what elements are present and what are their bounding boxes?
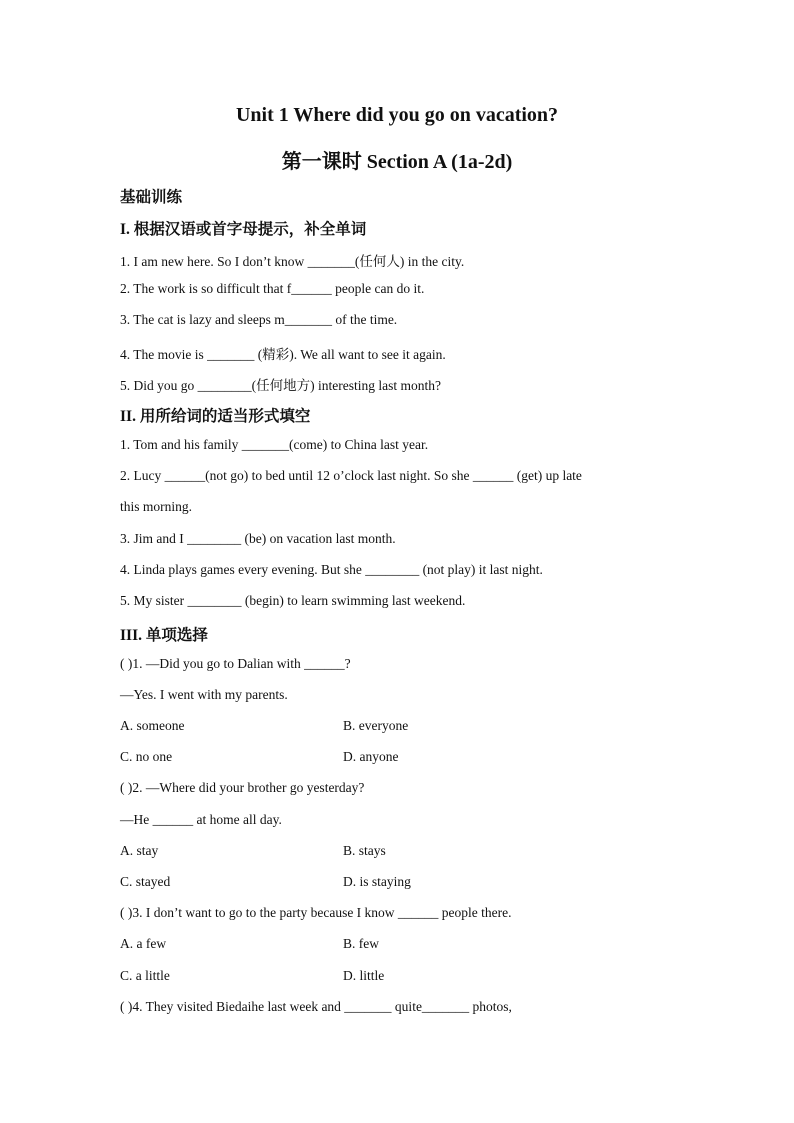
section2-item-5: 5. My sister ________ (begin) to learn swimming last weekend.	[120, 593, 466, 608]
section2-title: II. 用所给词的适当形式填空	[120, 408, 311, 425]
basic-training-heading: 基础训练	[120, 189, 183, 206]
question-3-option-a: A. a few	[120, 936, 167, 951]
question-2-stem: ( )2. —Where did your brother go yesterday?	[120, 780, 365, 795]
section2-item-2-cont: this morning.	[120, 499, 193, 514]
section2-item-1: 1. Tom and his family _______(come) to China last year.	[120, 437, 429, 452]
question-2-option-d: D. is staying	[343, 874, 411, 889]
section1-item-5: 5. Did you go ________(任何地方) interesting last month?	[120, 378, 441, 393]
question-3-option-d: D. little	[343, 968, 385, 983]
section2-item-2: 2. Lucy ______(not go) to bed until 12 o’clock last night. So she ______ (get) up late	[120, 468, 582, 483]
question-3-option-c: C. a little	[120, 968, 170, 983]
question-2-reply: —He ______ at home all day.	[120, 812, 282, 827]
question-2-option-c: C. stayed	[120, 874, 171, 889]
section1-item-1: 1. I am new here. So I don’t know _______(任何人) in the city.	[120, 254, 465, 269]
section2-item-4: 4. Linda plays games every evening. But she ________ (not play) it last night.	[120, 562, 543, 577]
question-1-option-a: A. someone	[120, 718, 185, 733]
question-1-stem: ( )1. —Did you go to Dalian with ______?	[120, 656, 351, 671]
section1-item-3: 3. The cat is lazy and sleeps m_______ of the time.	[120, 312, 398, 327]
section2-item-3: 3. Jim and I ________ (be) on vacation last month.	[120, 531, 396, 546]
question-3-stem: ( )3. I don’t want to go to the party because I know ______ people there.	[120, 905, 512, 920]
section1-title: I. 根据汉语或首字母提示，补全单词	[120, 221, 367, 238]
question-2-option-a: A. stay	[120, 843, 159, 858]
question-3-option-b: B. few	[343, 936, 379, 951]
section1-item-2: 2. The work is so difficult that f______ people can do it.	[120, 281, 425, 296]
question-1-option-d: D. anyone	[343, 749, 399, 764]
question-2-option-b: B. stays	[343, 843, 386, 858]
question-4-stem: ( )4. They visited Biedaihe last week and _______ quite_______ photos,	[120, 999, 512, 1014]
section1-item-4: 4. The movie is _______ (精彩). We all want to see it again.	[120, 347, 446, 362]
question-1-option-c: C. no one	[120, 749, 173, 764]
question-1-option-b: B. everyone	[343, 718, 409, 733]
section3-title: III. 单项选择	[120, 627, 208, 644]
page-subtitle: 第一课时 Section A (1a-2d)	[281, 151, 513, 173]
question-1-reply: —Yes. I went with my parents.	[120, 687, 288, 702]
page-title: Unit 1 Where did you go on vacation?	[235, 104, 559, 126]
